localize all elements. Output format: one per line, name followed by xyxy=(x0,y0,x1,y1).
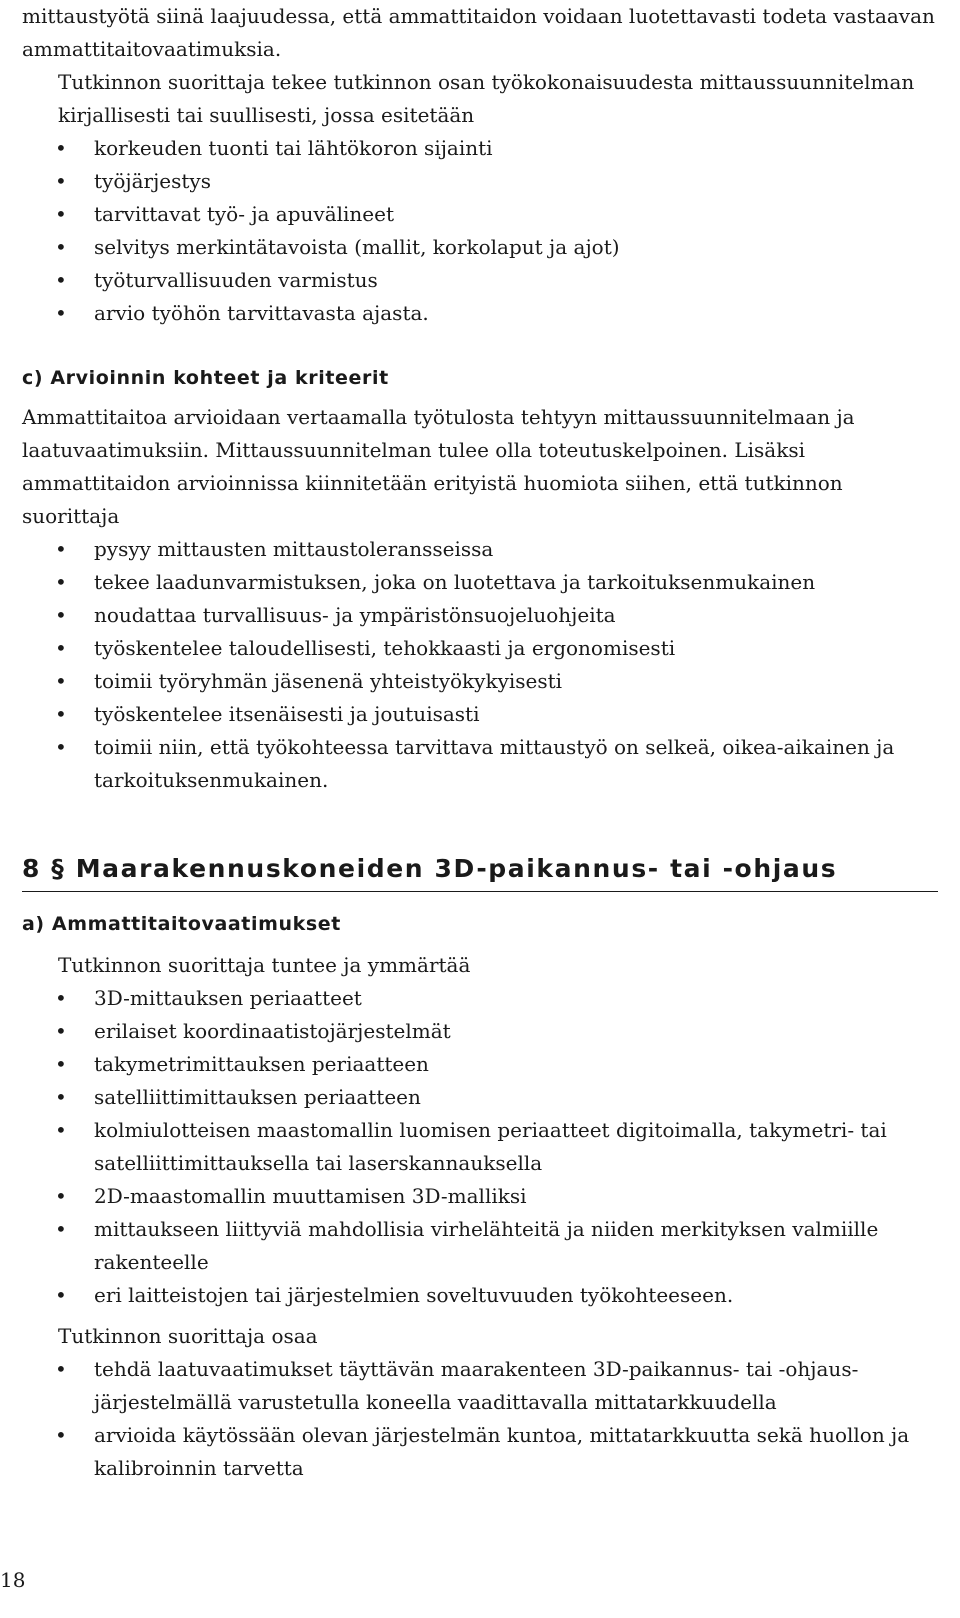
criteria-list xyxy=(22,533,938,797)
list-item: • työskentelee itsenäisesti ja joutuisasti xyxy=(94,698,938,731)
list-item: • kolmiulotteisen maastomallin luomisen periaatteet digitoimalla, takymetri- tai satelliittimittauksella tai laserskannauksella xyxy=(94,1114,938,1180)
list-item: • pysyy mittausten mittaustoleransseissa xyxy=(94,533,938,566)
can-list xyxy=(22,1353,938,1485)
list-item: • takymetrimittauksen periaatteen xyxy=(94,1048,938,1081)
list-item: • korkeuden tuonti tai lähtökoron sijainti xyxy=(94,132,938,165)
list-item: • satelliittimittauksen periaatteen xyxy=(94,1081,938,1114)
list-item: • arvio työhön tarvittavasta ajasta. xyxy=(94,297,938,330)
list-item: • tekee laadunvarmistuksen, joka on luotettava ja tarkoituksenmukainen xyxy=(94,566,938,599)
list-item: • erilaiset koordinaatistojärjestelmät xyxy=(94,1015,938,1048)
document-page xyxy=(22,0,938,1485)
list-item: • työskentelee taloudellisesti, tehokkaasti ja ergonomisesti xyxy=(94,632,938,665)
list-item: • noudattaa turvallisuus- ja ympäristönsuojeluohjeita xyxy=(94,599,938,632)
knows-intro: Tutkinnon suorittaja tuntee ja ymmärtää xyxy=(58,953,471,977)
can-intro: Tutkinnon suorittaja osaa xyxy=(58,1324,318,1348)
section-c-heading: c) Arvioinnin kohteet ja kriteerit xyxy=(22,367,389,389)
section-8-heading: 8 § Maarakennuskoneiden 3D-paikannus- tai -ohjaus xyxy=(22,851,938,892)
list-item: • selvitys merkintätavoista (mallit, korkolaput ja ajot) xyxy=(94,231,938,264)
list-item: • työjärjestys xyxy=(94,165,938,198)
list-item: • 2D-maastomallin muuttamisen 3D-malliksi xyxy=(94,1180,938,1213)
list-item: • 3D-mittauksen periaatteet xyxy=(94,982,938,1015)
list-item: • toimii työryhmän jäsenenä yhteistyökykyisesti xyxy=(94,665,938,698)
list-item: • tarvittavat työ- ja apuvälineet xyxy=(94,198,938,231)
list-item: • toimii niin, että työkohteessa tarvittava mittaustyö on selkeä, oikea-aikainen ja tarkoituksenmukainen. xyxy=(94,731,938,797)
knows-list xyxy=(22,982,938,1312)
page-number: 18 xyxy=(0,1568,26,1592)
demonstration-intro: Tutkinnon suorittaja tekee tutkinnon osan työkokonaisuudesta mittaussuunnitelman kirjallisesti tai suullisesti, jossa esitetään xyxy=(58,70,915,127)
list-item: • työturvallisuuden varmistus xyxy=(94,264,938,297)
list-item: • arvioida käytössään olevan järjestelmän kuntoa, mittatarkkuutta sekä huollon ja kalibroinnin tarvetta xyxy=(94,1419,938,1485)
list-item: • eri laitteistojen tai järjestelmien soveltuvuuden työkohteeseen. xyxy=(94,1279,938,1312)
section-8a-heading: a) Ammattitaitovaatimukset xyxy=(22,913,341,935)
section-c-paragraph: Ammattitaitoa arvioidaan vertaamalla työtulosta tehtyyn mittaussuunnitelmaan ja laatuvaatimuksiin. Mittaussuunnitelman tulee olla toteutuskelpoinen. Lisäksi ammattitaidon arvioinnissa kiinnitetään erityistä huomiota siihen, että tutkinnon suorittaja xyxy=(22,405,855,528)
demonstration-list xyxy=(22,132,938,330)
intro-continuation: mittaustyötä siinä laajuudessa, että ammattitaidon voidaan luotettavasti todeta vastaavan ammattitaitovaatimuksia. xyxy=(22,4,935,61)
list-item: • mittaukseen liittyviä mahdollisia virhelähteitä ja niiden merkityksen valmiille rakenteelle xyxy=(94,1213,938,1279)
list-item: • tehdä laatuvaatimukset täyttävän maarakenteen 3D-paikannus- tai -ohjausjärjestelmällä varustetulla koneella vaadittavalla mittatarkkuudella xyxy=(94,1353,938,1419)
